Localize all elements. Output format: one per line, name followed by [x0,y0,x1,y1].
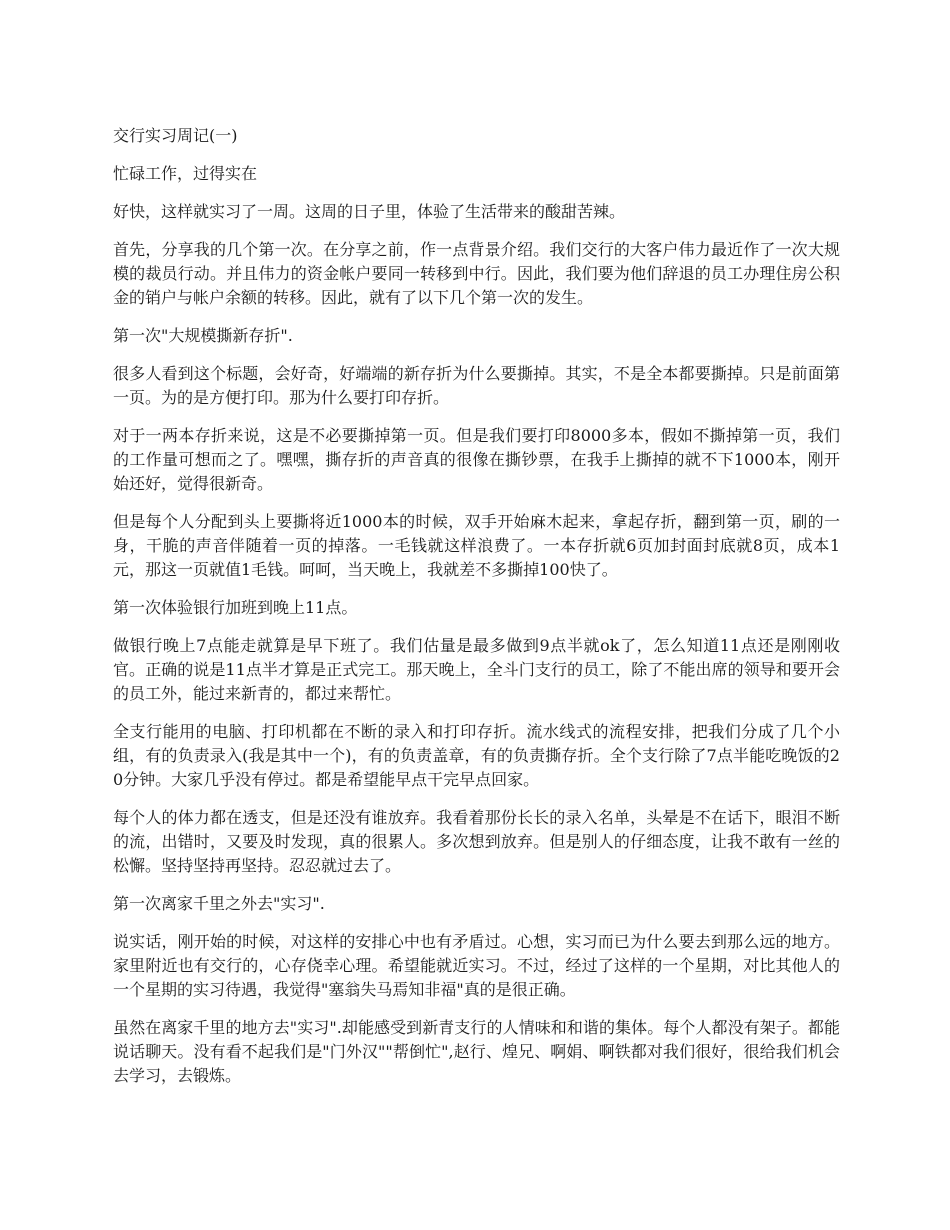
paragraph: 好快，这样就实习了一周。这周的日子里，体验了生活带来的酸甜苦辣。 [113,202,626,221]
paragraph: 对于一两本存折来说，这是不必要撕掉第一页。但是我们要打印8000多本，假如不撕掉第一页，我们的工作量可想而之了。嘿嘿，撕存折的声音真的很像在撕钞票，在我手上撕掉的就不下1000本，刚开始还好，觉得很新奇。 [113,426,840,493]
paragraph: 忙碌工作，过得实在 [113,164,258,183]
paragraph: 虽然在离家千里的地方去"实习".却能感受到新青支行的人情味和和谐的集体。每个人都没有架子。都能说话聊天。没有看不起我们是"门外汉""帮倒忙",赵行、煌兄、啊娟、啊铁都对我们很好，很给我们机会去学习，去锻炼。 [113,1018,840,1085]
document-title: 交行实习周记(一) [113,126,238,145]
paragraph: 说实话，刚开始的时候，对这样的安排心中也有矛盾过。心想，实习而已为什么要去到那么远的地方。家里附近也有交行的，心存侥幸心理。希望能就近实习。不过，经过了这样的一个星期，对比其他人的一个星期的实习待遇，我觉得"塞翁失马焉知非福"真的是很正确。 [113,932,840,999]
paragraph: 全支行能用的电脑、打印机都在不断的录入和打印存折。流水线式的流程安排，把我们分成了几个小组，有的负责录入(我是其中一个)，有的负责盖章，有的负责撕存折。全个支行除了7点半能吃晚饭的20分钟。大家几乎没有停过。都是希望能早点干完早点回家。 [113,722,840,789]
document-body [113,124,840,1102]
paragraph: 很多人看到这个标题，会好奇，好端端的新存折为什么要撕掉。其实，不是全本都要撕掉。只是前面第一页。为的是方便打印。那为什么要打印存折。 [113,364,840,407]
paragraph: 每个人的体力都在透支，但是还没有谁放弃。我看着那份长长的录入名单，头晕是不在话下，眼泪不断的流，出错时，又要及时发现，真的很累人。多次想到放弃。但是别人的仔细态度，让我不敢有一丝的松懈。坚持坚持再坚持。忍忍就过去了。 [113,808,840,875]
paragraph: 首先，分享我的几个第一次。在分享之前，作一点背景介绍。我们交行的大客户伟力最近作了一次大规模的裁员行动。并且伟力的资金帐户要同一转移到中行。因此，我们要为他们辞退的员工办理住房公积金的销户与帐户余额的转移。因此，就有了以下几个第一次的发生。 [113,240,840,307]
section-heading: 第一次"大规模撕新存折". [113,326,293,345]
section-heading: 第一次离家千里之外去"实习". [113,894,325,913]
paragraph: 但是每个人分配到头上要撕将近1000本的时候，双手开始麻木起来，拿起存折，翻到第一页，刷的一身，干脆的声音伴随着一页的掉落。一毛钱就这样浪费了。一本存折就6页加封面封底就8页，成本1元，那这一页就值1毛钱。呵呵，当天晚上，我就差不多撕掉100快了。 [113,512,840,579]
section-heading: 第一次体验银行加班到晚上11点。 [113,598,358,617]
paragraph: 做银行晚上7点能走就算是早下班了。我们估量是最多做到9点半就ok了，怎么知道11点还是刚刚收官。正确的说是11点半才算是正式完工。那天晚上，全斗门支行的员工，除了不能出席的领导和要开会的员工外，能过来新青的，都过来帮忙。 [113,636,840,703]
